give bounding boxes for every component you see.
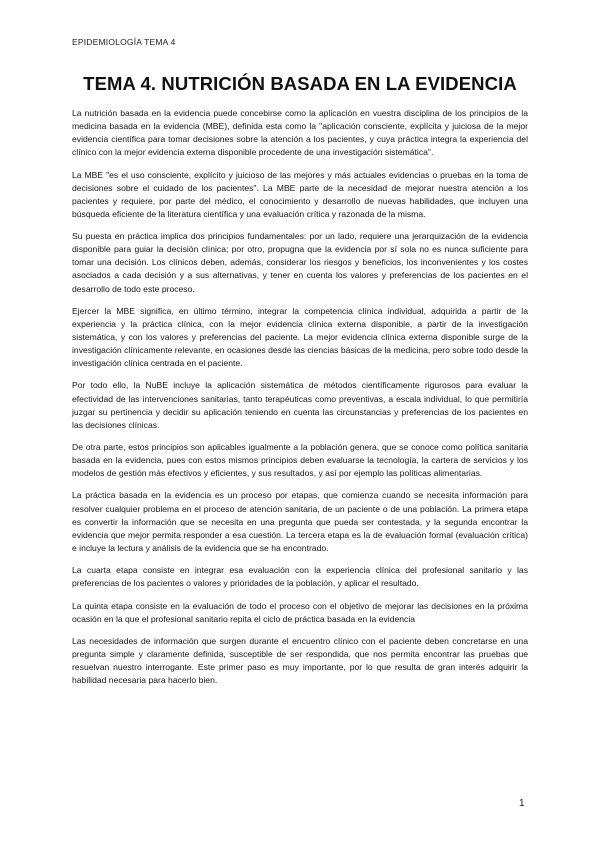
paragraph: Ejercer la MBE significa, en último término, integrar la competencia clínica individual, adquirida a partir de la experiencia y la práctica clínica, con la mejor evidencia clínica externa disponible, a partir de la investigación sistemática, y con los valores y preferencias del paciente. La mejor evidencia clínica externa disponible surge de la investigación clínicamente relevante, en ocasiones desde las ciencias básicas de la medicina, pero sobre todo desde la investigación clínica centrada en el paciente. [72,305,528,369]
paragraph: La práctica basada en la evidencia es un proceso por etapas, que comienza cuando se necesita información para resolver cualquier problema en el proceso de atención sanitaria, de un paciente o de una población. La primera etapa es convertir la información que se necesita en una pregunta que pueda ser contestada, y la segunda encontrar la evidencia que mejor permita responder a esa cuestión. La tercera etapa es la de evaluación formal (evaluación crítica) e incluye la lectura y análisis de la evidencia que se ha encontrado. [72,490,528,553]
paragraph: Su puesta en práctica implica dos principios fundamentales: por un lado, requiere una jerarquización de la evidencia disponible para guiar la decisión clínica; por otro, propugna que la evidencia por sí sola no es nunca suficiente para tomar una decisión. Los clínicos deben, además, considerar los riesgos y beneficios, los inconvenientes y los costes asociados a cada decisión y a sus alternativas, y tener en cuenta los valores y preferencias de los pacientes en el desarrollo de todo este proceso. [72,231,528,294]
paragraph: Las necesidades de información que surgen durante el encuentro clínico con el paciente deben concretarse en una pregunta simple y claramente definida, susceptible de ser respondida, que nos permita encontrar las pruebas que resuelvan nuestro interrogante. Este primer paso es muy importante, por lo que resulta de gran interés adquirir la habilidad necesaria para hacerlo bien. [72,635,528,686]
document-body [72,107,528,696]
page-number: 1 [519,798,525,809]
paragraph: De otra parte, estos principios son aplicables igualmente a la población genera, que se conoce como política sanitaria basada en la evidencia, pues con estos mismos principios deben evaluarse la tecnología, la cartera de servicios y los modelos de gestión más efectivos y eficientes, y sus resultados, y así por ejemplo las políticas alimentarias. [72,442,528,479]
paragraph: La MBE "es el uso consciente, explícito y juicioso de las mejores y más actuales evidencias o pruebas en la toma de decisiones sobre el cuidado de los pacientes". La MBE parte de la necesidad de mejorar nuestra atención a los pacientes y requiere, por parte del médico, el conocimiento y desarrollo de nuevas habilidades, que incluyen una búsqueda eficiente de la literatura científica y una evaluación crítica y razonada de la misma. [72,169,528,219]
paragraph: La nutrición basada en la evidencia puede concebirse como la aplicación en vuestra disciplina de los principios de la medicina basada en la evidencia (MBE), definida esta como la "aplicación consciente, explícita y juiciosa de la mejor evidencia científica para tomar decisiones sobre la atención a los pacientes, y cuya práctica integra la experiencia del clínico con la mejor evidencia externa disponible procedente de una investigación sistemática". [72,108,528,158]
paragraph: La cuarta etapa consiste en integrar esa evaluación con la experiencia clínica del profesional sanitario y las preferencias de los pacientes o valores y prioridades de la población, y aplicar el resultado. [72,565,528,589]
running-header: EPIDEMIOLOGÍA TEMA 4 [72,37,176,47]
page-title: TEMA 4. NUTRICIÓN BASADA EN LA EVIDENCIA [83,73,517,94]
paragraph: Por todo ello, la NuBE incluye la aplicación sistemática de métodos científicamente rigurosos para evaluar la efectividad de las intervenciones sanitarias, tanto terapéuticas como preventivas, a escala individual, lo que permitiría juzgar su pertinencia y decidir su aplicación teniendo en cuenta las circunstancias y preferencias de los pacientes en las decisiones clínicas. [72,380,528,430]
paragraph: La quinta etapa consiste en la evaluación de todo el proceso con el objetivo de mejorar las decisiones en la próxima ocasión en la que el profesional sanitario repita el ciclo de práctica basada en la evidencia [72,600,528,624]
